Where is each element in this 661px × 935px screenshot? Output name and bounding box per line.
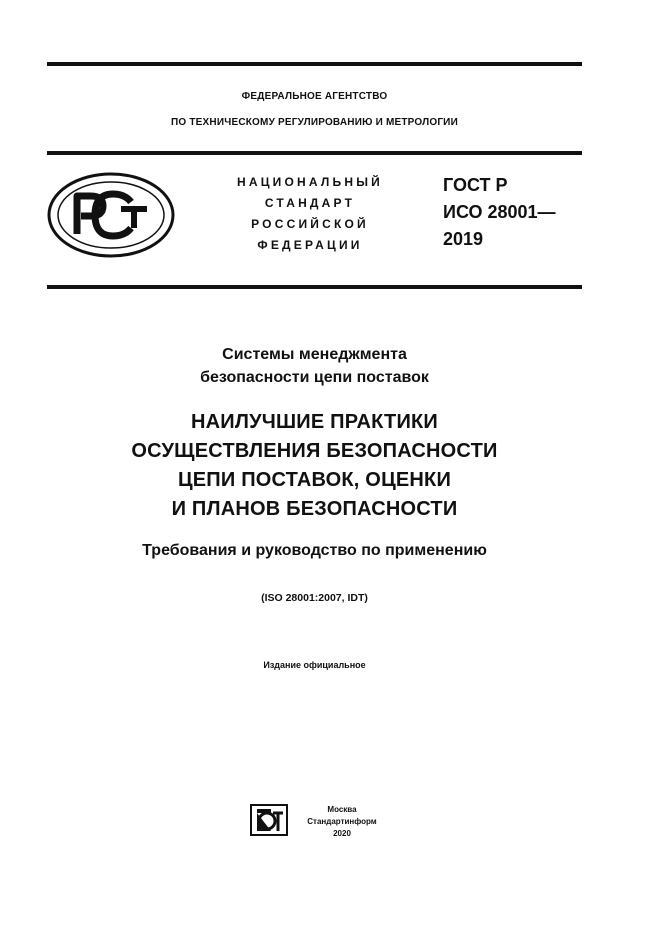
agency-line-2: ПО ТЕХНИЧЕСКОМУ РЕГУЛИРОВАНИЮ И МЕТРОЛОГИИ	[171, 117, 458, 128]
gost-line: 2019	[443, 229, 484, 249]
publisher-year: 2020	[333, 829, 351, 838]
publisher-info	[302, 804, 382, 840]
edition-label: Издание официальное	[263, 660, 366, 670]
title-line: ЦЕПИ ПОСТАВОК, ОЦЕНКИ	[177, 469, 452, 491]
top-rule	[47, 62, 582, 66]
requirements-line: Требования и руководство по применению	[142, 542, 487, 559]
publisher-city: Москва	[327, 805, 357, 814]
iso-reference: (ISO 28001:2007, IDT)	[261, 592, 368, 604]
gost-designation	[443, 172, 593, 253]
national-line: ФЕДЕРАЦИИ	[257, 238, 363, 252]
rst-logo-text: РСТ	[47, 172, 49, 173]
document-subtitle	[47, 343, 582, 389]
pub-logo-text: СТИ	[249, 803, 252, 804]
header-rule	[47, 151, 582, 155]
national-line: СТАНДАРТ	[264, 196, 356, 210]
subtitle-line: безопасности цепи поставок	[200, 369, 429, 386]
national-line: НАЦИОНАЛЬНЫЙ	[236, 175, 384, 189]
gost-line: ИСО 28001—	[443, 202, 556, 222]
subtitle-line: Системы менеджмента	[222, 346, 407, 363]
title-line: ОСУЩЕСТВЛЕНИЯ БЕЗОПАСНОСТИ	[131, 440, 498, 462]
agency-line-1: ФЕДЕРАЛЬНОЕ АГЕНТСТВО	[241, 91, 388, 102]
title-line: И ПЛАНОВ БЕЗОПАСНОСТИ	[171, 498, 458, 520]
standard-rule	[47, 285, 582, 289]
rst-logo-icon	[47, 172, 175, 258]
document-title	[47, 408, 582, 524]
national-line: РОССИЙСКОЙ	[251, 217, 369, 231]
standartinform-logo-icon	[249, 803, 289, 837]
title-line: НАИЛУЧШИЕ ПРАКТИКИ	[190, 411, 439, 433]
national-standard-label	[210, 172, 410, 256]
gost-line: ГОСТ Р	[443, 175, 508, 195]
publisher-name: Стандартинформ	[307, 817, 377, 826]
